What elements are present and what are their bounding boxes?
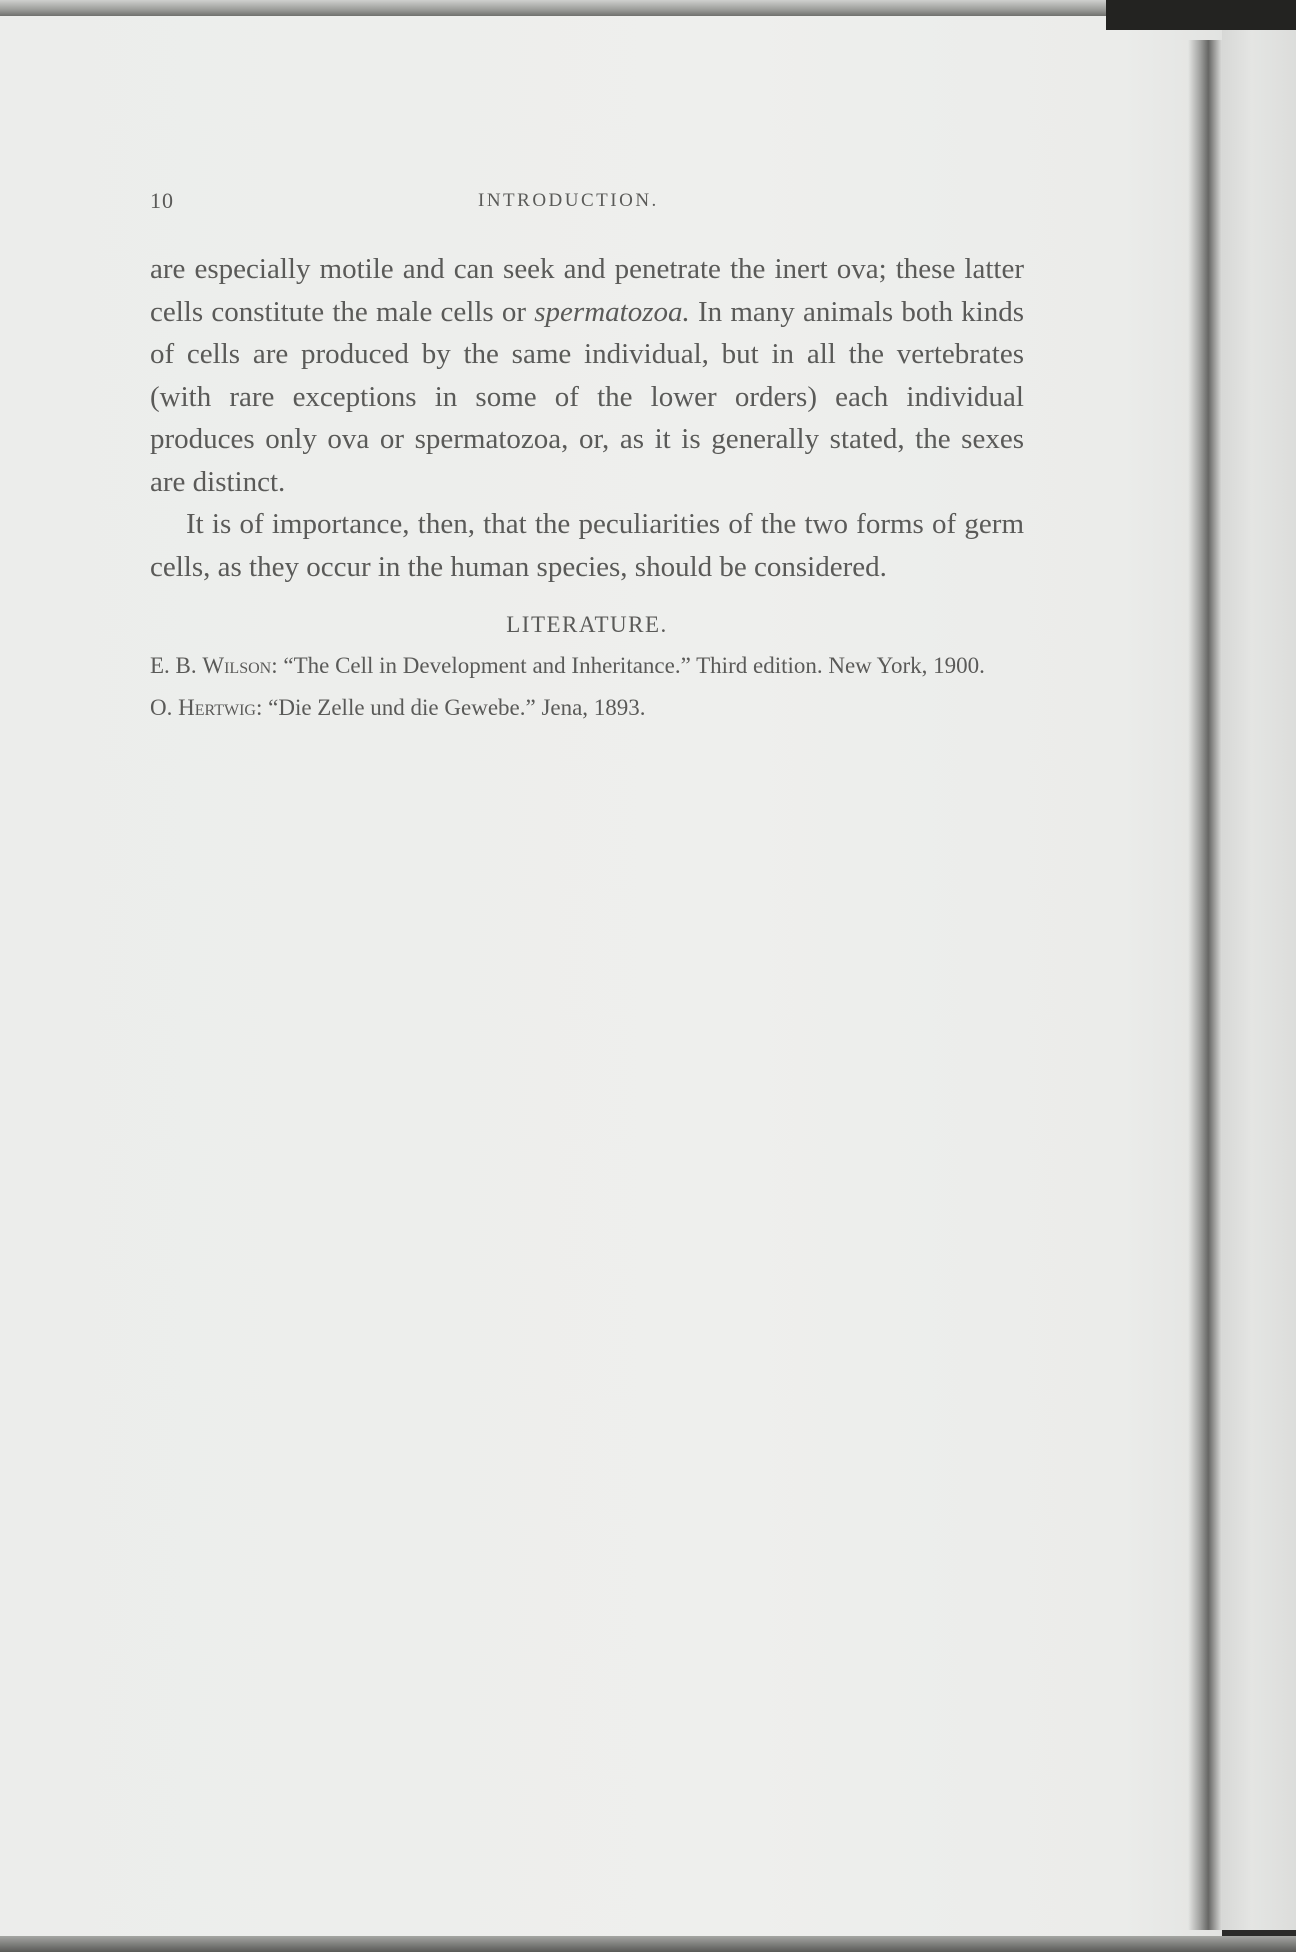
literature-references [150, 648, 1024, 726]
paragraph-1-rest: In many animals both kinds of cells are produced by the same individual, but in all the vertebrates (with rare exceptions in some of the lower orders) each individual produces only ova or spermatozoa, or, as it is generally stated, the sexes are distinct. [150, 295, 1024, 498]
reference-item [150, 648, 1024, 684]
paragraph-1-lead: are especially motile and can seek and penetrate the inert ova; these latter cells constitute the male cells or [150, 253, 1024, 328]
reference-initials: E. B. [150, 653, 203, 678]
paragraph-2: It is of importance, then, that the peculiarities of the two forms of germ cells, as they occur in the human species, should be considered. [150, 508, 1024, 583]
running-head [150, 188, 1024, 228]
body-text [150, 248, 1024, 588]
literature-heading: LITERATURE. [506, 612, 668, 637]
reference-text: : “Die Zelle und die Gewebe.” Jena, 1893. [255, 695, 646, 720]
top-scan-edge [0, 0, 1296, 16]
reference-initials: O. [150, 695, 179, 720]
running-head-title: INTRODUCTION. [478, 190, 659, 211]
paragraph-1-italic-term: spermatozoa. [534, 295, 690, 328]
top-right-scan-shadow [1106, 0, 1296, 30]
reference-item [150, 690, 1024, 726]
bottom-scan-edge [0, 1936, 1296, 1952]
page-number: 10 [150, 188, 174, 213]
reference-text: : “The Cell in Development and Inheritance.” Third edition. New York, 1900. [271, 653, 985, 678]
paragraph-1 [150, 248, 1024, 503]
page-content [150, 188, 1024, 732]
next-page-edge [1222, 30, 1296, 1930]
reference-author: Hertwig [178, 695, 256, 720]
reference-author: Wilson [202, 653, 272, 678]
gutter-shadow [1188, 40, 1222, 1930]
